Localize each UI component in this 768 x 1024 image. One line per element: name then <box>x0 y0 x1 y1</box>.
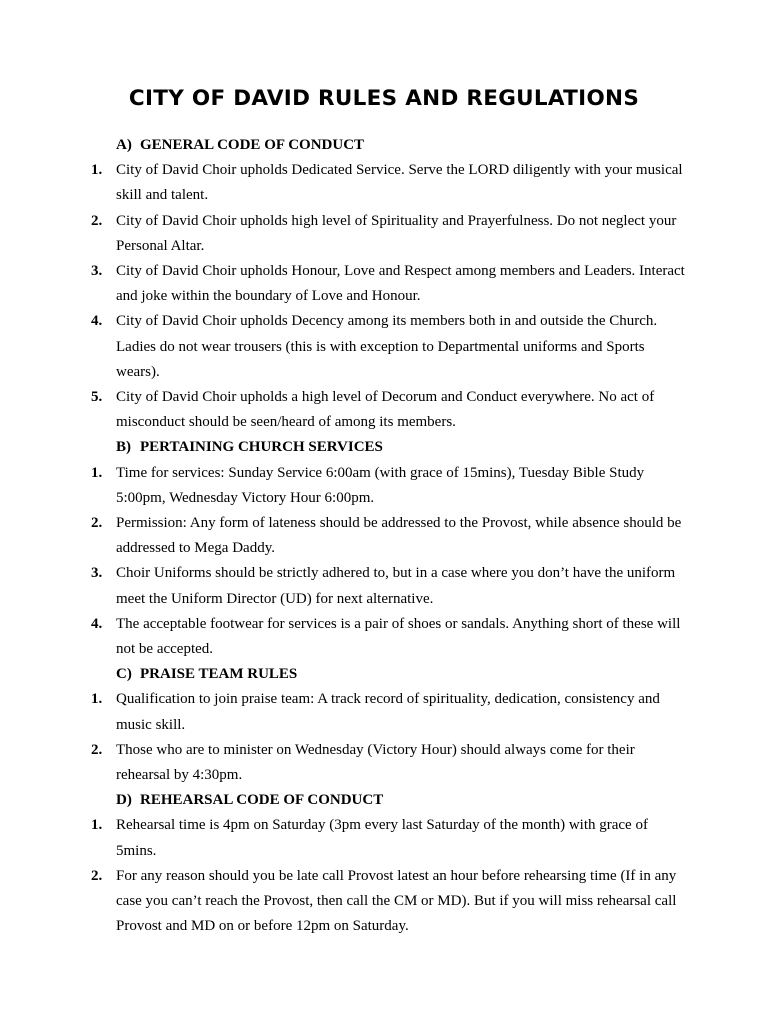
section-heading <box>91 788 691 813</box>
rule-text: City of David Choir upholds Honour, Love and Respect among members and Leaders. Interact and joke within the boundary of Love and Honour. <box>116 263 685 305</box>
rule-list <box>91 158 691 435</box>
rule-item <box>91 511 691 561</box>
rule-number: 2. <box>91 741 103 758</box>
rule-list <box>91 813 691 939</box>
rule-item <box>91 385 691 435</box>
section-heading-text: PRAISE TEAM RULES <box>140 666 298 683</box>
section-letter: A) <box>116 137 132 153</box>
rule-text: City of David Choir upholds Dedicated Service. Serve the LORD diligently with your musical skill and talent. <box>116 162 683 204</box>
rule-item <box>91 209 691 259</box>
rule-text: City of David Choir upholds high level of Spirituality and Prayerfulness. Do not neglect your Personal Altar. <box>116 212 677 254</box>
section-heading-text: REHEARSAL CODE OF CONDUCT <box>140 792 384 809</box>
rule-number: 4. <box>91 615 103 632</box>
section-heading <box>91 662 691 687</box>
rule-number: 1. <box>91 464 103 481</box>
document-body <box>91 133 691 940</box>
section-heading <box>91 435 691 460</box>
rule-item <box>91 813 691 863</box>
rule-text: Time for services: Sunday Service 6:00am (with grace of 15mins), Tuesday Bible Study 5:00pm, Wednesday Victory Hour 6:00pm. <box>116 464 645 506</box>
rule-list <box>91 461 691 663</box>
section-letter: B) <box>116 439 131 456</box>
section-praise-team-rules <box>91 662 691 788</box>
document-title: CITY OF DAVID RULES AND REGULATIONS <box>128 86 640 111</box>
rule-number: 2. <box>91 867 103 884</box>
rule-item <box>91 158 691 208</box>
section-rehearsal-code-of-conduct <box>91 788 691 939</box>
rule-text: The acceptable footwear for services is a pair of shoes or sandals. Anything short of these will not be accepted. <box>116 615 681 658</box>
rule-item <box>91 561 691 611</box>
rule-number: 1. <box>91 817 103 834</box>
rule-number: 2. <box>91 212 103 229</box>
rule-number: 3. <box>91 263 103 280</box>
rule-text: Those who are to minister on Wednesday (Victory Hour) should always come for their rehearsal by 4:30pm. <box>116 741 635 784</box>
rule-text: Rehearsal time is 4pm on Saturday (3pm every last Saturday of the month) with grace of 5mins. <box>116 817 648 859</box>
section-heading-text: GENERAL CODE OF CONDUCT <box>140 137 365 153</box>
section-letter: D) <box>116 792 132 809</box>
rule-item <box>91 259 691 309</box>
section-heading <box>91 133 691 158</box>
rule-text: Qualification to join praise team: A track record of spirituality, dedication, consistency and music skill. <box>116 691 660 733</box>
rule-number: 3. <box>91 565 103 582</box>
rule-item <box>91 687 691 737</box>
rule-number: 4. <box>91 313 103 330</box>
section-heading-text: PERTAINING CHURCH SERVICES <box>140 439 383 456</box>
section-general-code-of-conduct <box>91 133 691 435</box>
rule-number: 2. <box>91 515 103 532</box>
rule-item <box>91 864 691 940</box>
rule-number: 1. <box>91 691 103 708</box>
rule-item <box>91 738 691 788</box>
rule-text: Choir Uniforms should be strictly adhered to, but in a case where you don’t have the uniform meet the Uniform Director (UD) for next alternative. <box>116 565 676 607</box>
rule-item <box>91 309 691 385</box>
rule-number: 5. <box>91 389 103 406</box>
section-pertaining-church-services <box>91 435 691 662</box>
rule-list <box>91 687 691 788</box>
section-letter: C) <box>116 666 132 683</box>
rule-text: For any reason should you be late call Provost latest an hour before rehearsing time (If in any case you can’t reach the Provost, then call the CM or MD). But if you will miss rehearsal call Provost and MD on or before 12pm on Saturday. <box>116 867 677 935</box>
rule-number: 1. <box>91 162 103 179</box>
rule-text: City of David Choir upholds Decency among its members both in and outside the Church. Ladies do not wear trousers (this is with exception to Departmental uniforms and Sports wears). <box>116 313 658 380</box>
rule-item <box>91 461 691 511</box>
rule-text: City of David Choir upholds a high level of Decorum and Conduct everywhere. No act of misconduct should be seen/heard of among its members. <box>116 389 655 431</box>
rule-text: Permission: Any form of lateness should be addressed to the Provost, while absence should be addressed to Mega Daddy. <box>116 515 682 557</box>
rule-item <box>91 612 691 662</box>
